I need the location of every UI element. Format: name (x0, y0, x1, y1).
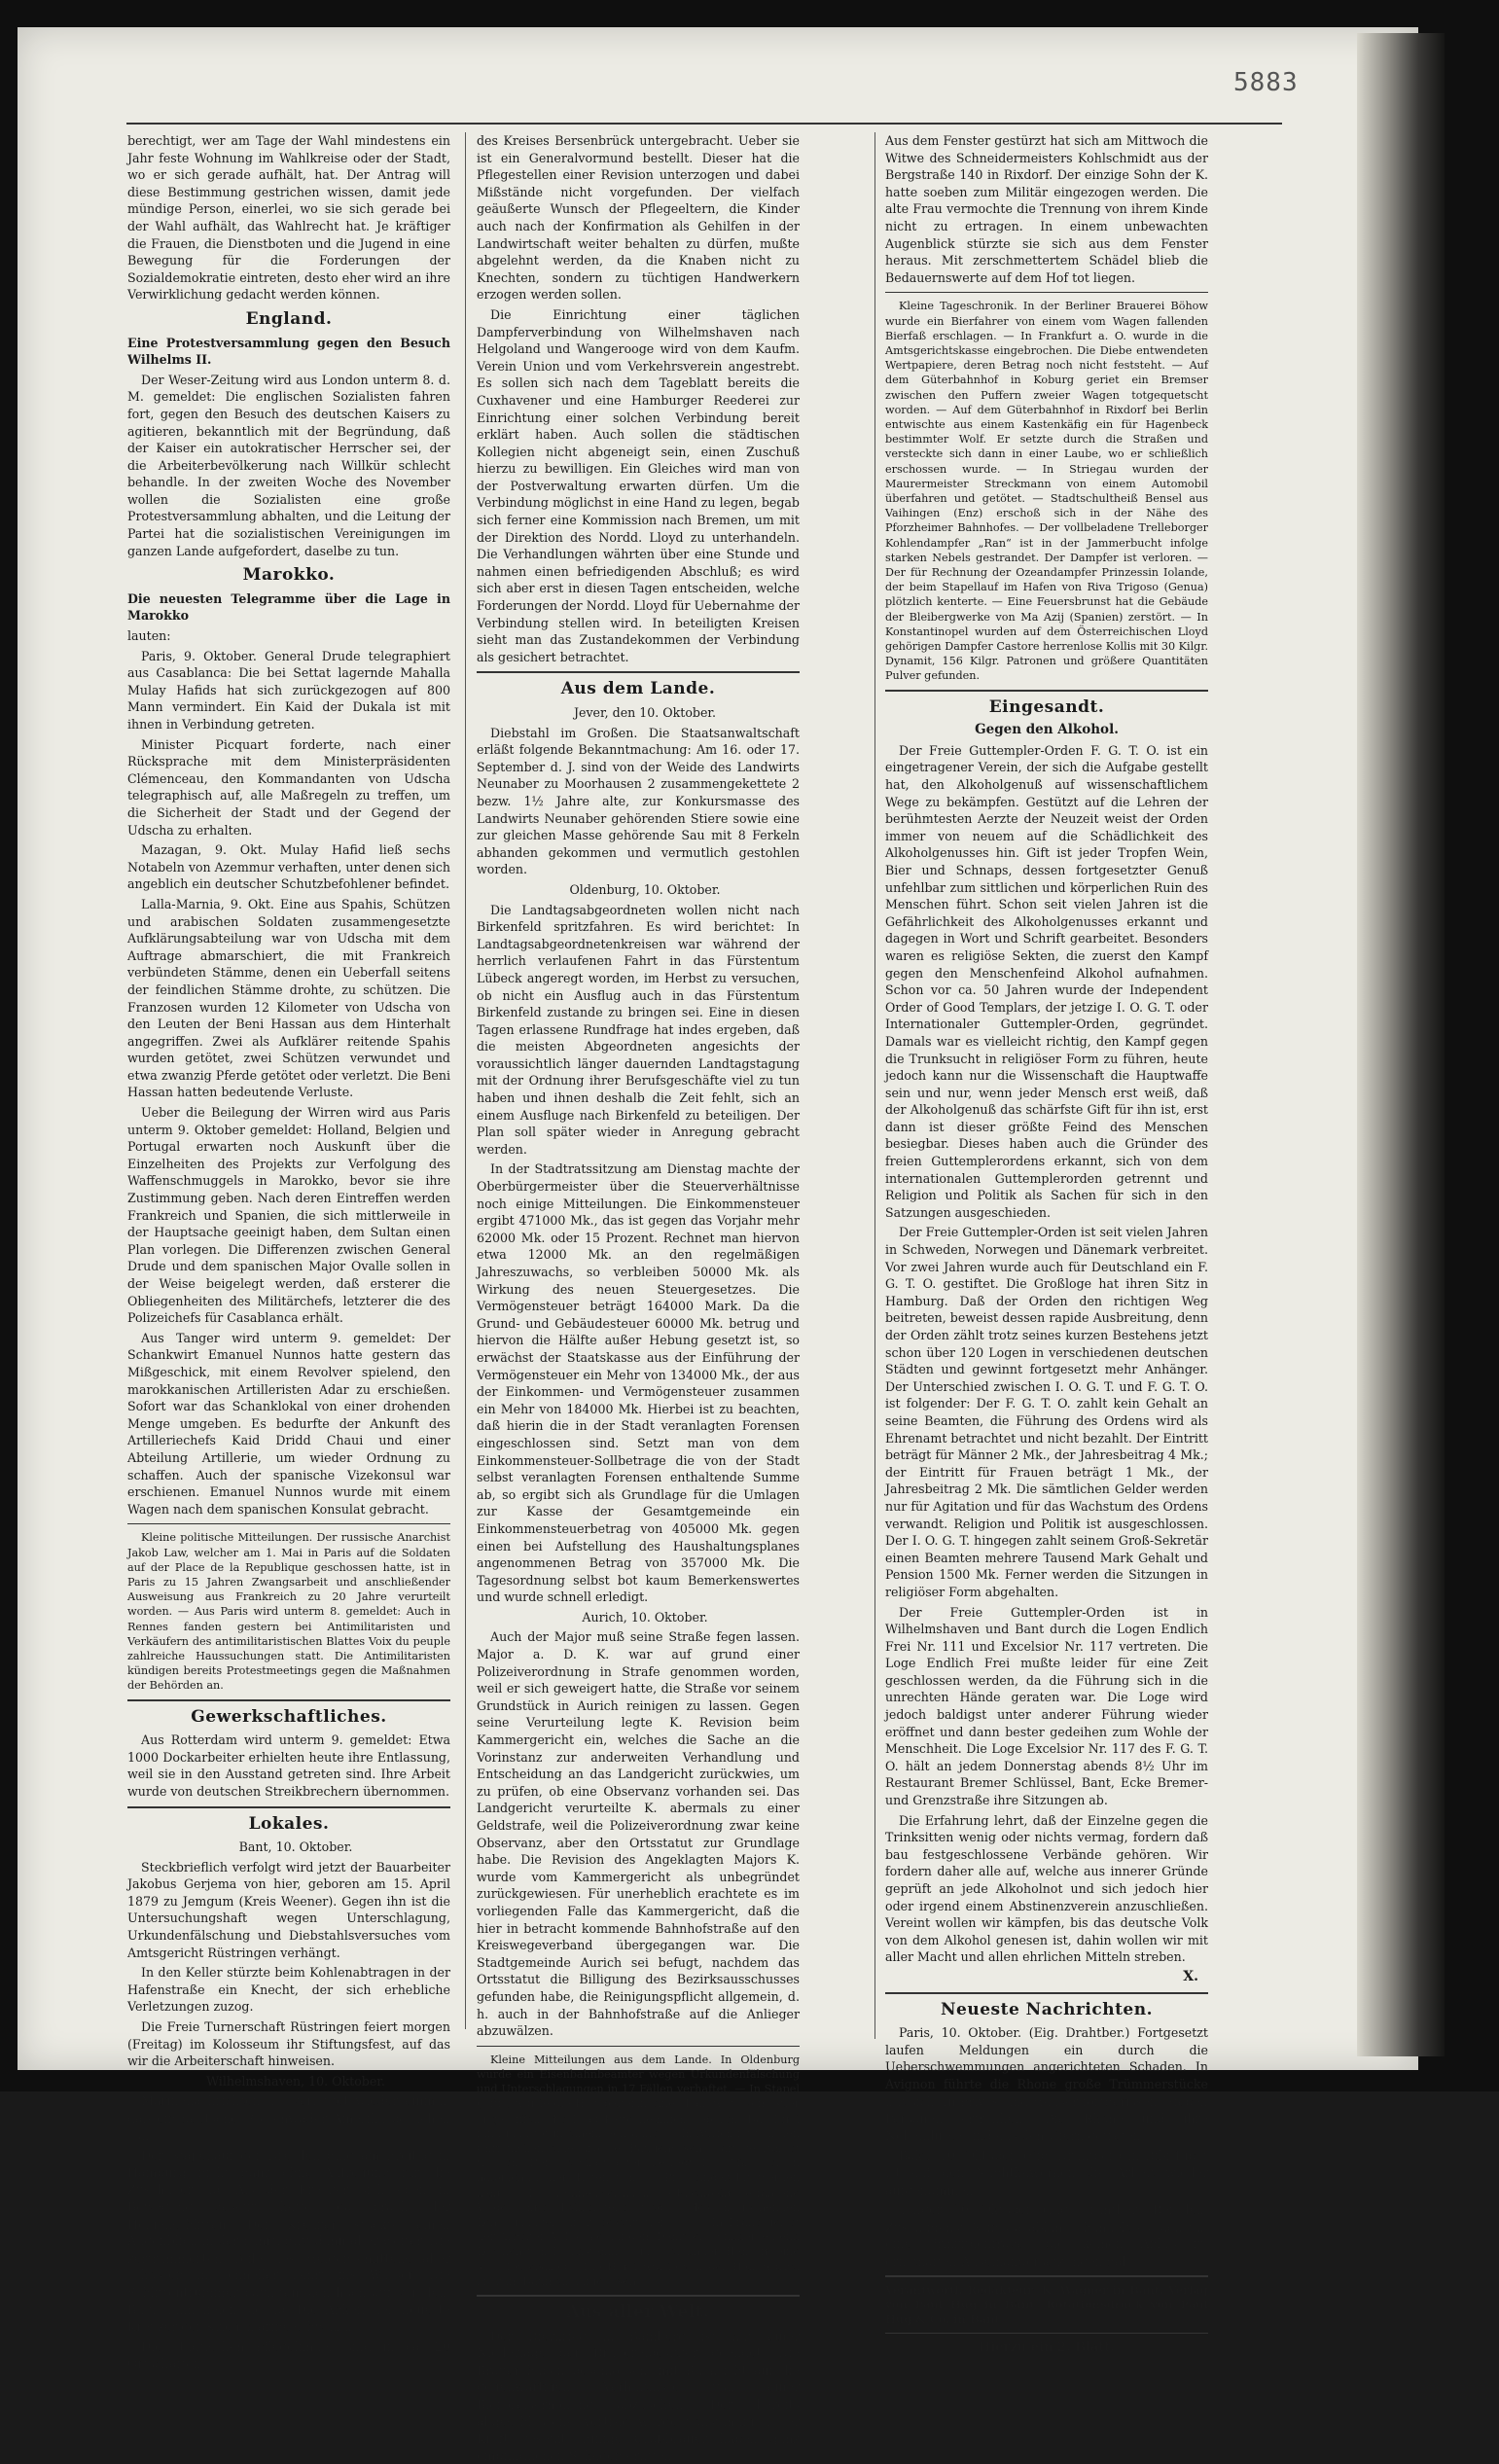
article-text: Tanger, 10. Oktober. (Eig. Drahtber.) Bei dem Zusammenstoß in Casablanca handelt es sich um eine Prinzipienfrage, die keinen Anlaß zu ernsthaften Auseinandersetzungen gab. (885, 2202, 1208, 2268)
column-divider-1 (465, 132, 466, 2029)
article-text: Die Landtagsabgeordneten wollen nicht nach Birkenfeld spritzfahren. Es wird berichtet: In Landtagsabgeordnetenkreisen war während der herrlich verlaufenen Fahrt in das Fürstentum Lübeck angeregt worden, im Herbst zu versuchen, ob nicht ein Ausflug auch in das Fürstentum Birkenfeld zustande zu bringen sei. Eine in diesen Tagen erlassene Rundfrage hat indes ergeben, daß die meisten Abgeordneten angesichts der voraussichtlich länger dauernden Landtagstagung mit der Ordnung ihrer Berufsgeschäfte viel zu tun haben und ihnen deshalb die Zeit fehlt, sich an einem Ausfluge nach Birkenfeld zu beteiligen. Der Plan soll später wieder in Anregung gebracht werden. (477, 902, 800, 1157)
article-text: Der Freie Guttempler-Orden ist seit vielen Jahren in Schweden, Norwegen und Dänemark verbreitet. Vor zwei Jahren wurde auch für Deutschland ein F. G. T. O. gestiftet. Die Großloge hat ihren Sitz in Hamburg. Daß der Orden den richtigen Weg beitreten, beweist dessen rapide Ausbreitung, denn der Orden zählt trotz seines kurzen Bestehens jetzt schon über 120 Logen in verschiedenen deutschen Städten und gewinnt fortgesetzt mehr Anhänger. Der Unterschied zwischen I. O. G. T. und F. G. T. O. ist folgender: Der F. G. T. O. zahlt kein Gehalt an seine Beamten, die Führung des Ordens wird als Ehrenamt betrachtet und nicht bezahlt. Der Eintritt beträgt für Männer 2 Mk., der Jahresbeitrag 4 Mk.; der Eintritt für Frauen beträgt 1 Mk., der Jahresbeitrag 2 Mk. Die sämtlichen Gelder werden nur für Agitation und für das Wachstum des Ordens verwandt. Religion und Politik ist ausgeschlossen. Der I. O. G. T. hingegen zahlt seinem Groß-Sekretär einen Beamten mehrere Tausend Mark Gehalt und Pension 1500 Mk. Ferner werden die Sitzungen in religiöser Form abgehalten. (885, 1225, 1208, 1599)
article-text: Der Stapellauf der Dresden ging am Freitag in Hamburg nicht ganz ohne Aufregung für die Zuschauer ab. Als der Kreuzer sich eben in Bewegung gesetzt hatte, da brach der Helgenschlitten. Der Kreuzer stockte einen Augenblick in der Fahrt, glitt dann aber weiter. Die zertrümmerten Teile des Helgenschlittens aber schossen in schneller Fahrt ins Wasser. Die Schlittentrümmer bäumten sich hoch auf vor dem Bug, dann fielen sie ab. Die Anker, der neueste Kreuzer der Kriegsmarine schwamm. (127, 2148, 450, 2335)
article-headline: Eine Protestversammlung gegen den Besuch Wilhelms II. (127, 335, 450, 368)
dateline: Aurich, 10. Oktober. (582, 1609, 708, 1625)
divider (885, 292, 1208, 293)
article-text: Aus Tanger wird unterm 9. gemeldet: Der Schankwirt Emanuel Nunnos hatte gestern das Mißgeschick, mit einem Revolver spielend, den marokkanischen Artilleristen Adar zu erschießen. Sofort war das Schanklokal von einer drohenden Menge umgeben. Es bedurfte der Ankunft des Artilleriechefs Kaid Dridd Chaui und einer Abteilung Artillerie, um wieder Ordnung zu schaffen. Auch der spanische Vizekonsul war erschienen. Emanuel Nunnos wurde mit einem Wagen nach dem spanischen Konsulat gebracht. (127, 1330, 450, 1517)
divider (127, 1699, 450, 1701)
article-text: Marinenachrichten. Es verlautet wieder einmal, daß ein deutsches Geschwader Amerika besuchen soll. (127, 2093, 450, 2143)
article-text: Minister Picquart forderte, nach einer Rücksprache mit dem Ministerpräsidenten Clémenceau, den Kommandanten von Udscha telegraphisch auf, alle Maßregeln zu treffen, um die Sicherheit der Stadt und der Gegend der Udscha zu erhalten. (127, 736, 450, 838)
book-binding-edge (1357, 33, 1445, 2056)
article-text: In der Stadtratssitzung am Dienstag machte der Oberbürgermeister über die Steuerverhältnisse noch einige Mitteilungen. Die Einkommensteuer ergibt 471000 Mk., das ist gegen das Vorjahr mehr 62000 Mk. oder 15 Prozent. Rechnet man hiervon etwa 12000 Mk. an den regelmäßigen Jahreszuwachs, so verbleiben 50000 Mk. als Wirkung des neuen Steuergesetzes. Die Vermögensteuer beträgt 164000 Mark. Da die Grund- und Gebäudesteuer 60000 Mk. betrug und hiervon die Hälfte außer Hebung gesetzt ist, so erwächst der Staatskasse aus der Einführung der Vermögensteuer ein Mehr von 134000 Mk., der aus der Einkommen- und Vermögensteuer zusammen ein Mehr von 184000 Mk. Hierbei ist zu beachten, daß hierin die in der Stadt veranlagten Forensen eingeschlossen sind. Setzt man von dem Einkommensteuer-Sollbetrage die von der Stadt selbst veranlagten Forensen enthaltende Summe ab, so ergibt sich als Grundlage für die Umlagen zur Kasse der Gesamtgemeinde ein Einkommensteuerbetrag von 405000 Mk. gegen einen bei Aufstellung des Haushaltungsplanes angenommenen Betrag von 357000 Mk. Die Tagesordnung selbst bot kaum Bemerkenswertes und wurde schnell erledigt. (477, 1161, 800, 1605)
article-text: des Kreises Bersenbrück untergebracht. Ueber sie ist ein Generalvormund bestellt. Dieser hat die Pflegestellen einer Revision unterzogen und dabei Mißstände nicht vorgefunden. Der vielfach geäußerte Wunsch der Pflegeeltern, die Kinder auch nach der Konfirmation als Gehilfen in der Landwirtschaft weiter behalten zu dürfen, mußte abgelehnt werden, da die Knaben nicht zu Knechten, sondern zu tüchtigen Handwerkern erzogen werden sollen. (477, 133, 800, 303)
section-heading-aus-dem-lande: Aus dem Lande. (560, 679, 716, 699)
dateline: Bant, 10. Oktober. (238, 1839, 353, 1855)
article-text: Die Erfahrung lehrt, daß der Einzelne gegen die Trinksitten wenig oder nichts vermag, fordern daß bau festgeschlossene Verbände gehören. Wir fordern daher alle auf, welche aus innerer Gründe geprüft an jede Alkoholnot und sich jedoch hier oder irgend einem Abstinenzverein anzuschließen. Vereint wollen wir kämpfen, bis das deutsche Volk von dem Alkohol genesen ist, dahin wollen wir mit aller Macht und allen ehrlichen Mitteln streben. (885, 1812, 1208, 1965)
article-text: Diebstahl im Großen. Die Staatsanwaltschaft erläßt folgende Bekanntmachung: Am 16. oder 17. September d. J. sind von der Weide des Landwirts Neunaber zu Moorhausen 2 zusammengekettete 2 bezw. 1½ Jahre alte, zur Konkursmasse des Landwirts Neunaber gehörenden Stiere sowie eine zur gleichen Masse gehörende Sau mit 8 Ferkeln abhanden gekommen und vermutlich gestohlen worden. (477, 725, 800, 877)
divider (477, 671, 800, 673)
supplement-note: Hierzu ein 2. Blatt. (979, 2340, 1115, 2356)
article-text: Der Weser-Zeitung wird aus London unterm 8. d. M. gemeldet: Die englischen Sozialisten fahren fort, gegen den Besuch des deutschen Kaisers zu agitieren, bekanntlich mit der Begründung, daß der Kaiser ein autokratischer Herrscher sei, der die Arbeiterbevölkerung nach Willkür schlecht behandle. In der zweiten Woche des November wollen die Sozialisten eine große Protestversammlung abhalten, und die Leitung der Partei hat die sozialistischen Vereinigungen im ganzen Lande aufgefordert, daselbe zu tun. (127, 372, 450, 558)
section-heading-aus-aller-welt: Aus aller Welt. (566, 2302, 710, 2322)
column-1 (127, 132, 450, 2372)
divider (885, 2333, 1208, 2334)
article-text: Paris, 10. Oktober. (Eig. Drahtber.) Fortgesetzt laufen Meldungen ein durch die Ueberschwemmungen angerichteten Schaden. In Avignon führte die Rhone große Trümmerstücke mit sich. In Privas sind Häuser fortgerissen. Sieben Personen ertranken. Die Rhone und ihre Nebenflüsse sind aus den Ufern getreten. (885, 2025, 1208, 2143)
section-heading-lokales: Lokales. (248, 1813, 330, 1834)
divider (127, 1523, 450, 1524)
column-3 (885, 132, 1208, 2356)
article-text: Steckbrieflich verfolgt wird jetzt der Bauarbeiter Jakobus Gerjema von hier, geboren am 15. April 1879 zu Jemgum (Kreis Weener). Gegen ihn ist die Untersuchungshaft wegen Unterschlagung, Urkundenfälschung und Diebstahlsversuches vom Amtsgericht Rüstringen verhängt. (127, 1859, 450, 1960)
section-heading-marokko: Marokko. (242, 565, 336, 586)
article-text: In den Keller stürzte beim Kohlenabtragen in der Hafenstraße ein Knecht, der sich erhebliche Verletzungen zuzog. (127, 1965, 450, 2015)
divider (477, 2295, 800, 2297)
article-text: Paris, 9. Oktober. General Drude telegraphiert aus Casablanca: Die bei Settat lagernde Mahalla Mulay Hafids hat sich zurückgezogen auf 800 Mann vermindert. Ein Kaid der Dukala ist mit ihnen in Verbindung getreten. (127, 648, 450, 732)
article-text: berechtigt, wer am Tage der Wahl mindestens ein Jahr feste Wohnung im Wahlkreise oder der Stadt, wo er sich gerade aufhält, hat. Der Antrag will diese Bestimmung gestrichen wissen, damit jede mündige Person, einerlei, wo sie sich gerade bei der Wahl aufhält, das Wahlrecht hat. Je kräftiger die Frauen, die Dienstboten und die Jugend in eine Bewegung für die Forderungen der Sozialdemokratie eintreten, desto eher wird an ihre Verwirklichung gedacht werden können. (127, 133, 450, 303)
divider (885, 1992, 1208, 1994)
imprint: Verantwortl. Redakteur: K. Wagner in Bant. Verlag von Paul Hug in Bant. Rotationsdruck von Paul Hug & Co. in Bant. (885, 2283, 1208, 2327)
article-headline: Die neuesten Telegramme über die Lage in Marokko (127, 590, 450, 624)
section-heading-england: England. (245, 308, 333, 329)
column-2 (477, 132, 800, 2463)
article-text: Die städtischen Pflegekinder sind in ca. 20 Ortschaften (127, 2339, 450, 2372)
section-heading-neueste-nachrichten: Neueste Nachrichten. (940, 1999, 1154, 2019)
article-text: Mazagan, 9. Okt. Mulay Hafid ließ sechs Notabeln von Azemmur verhaften, unter denen sich angeblich ein deutscher Schutzbefohlener befindet. (127, 842, 450, 892)
article-text: Aus dem Fenster gestürzt hat sich am Mittwoch die Witwe des Schneidermeisters Kohlschmidt aus der Bergstraße 140 in Rixdorf. Der einzige Sohn der K. hatte soeben zum Militär eingezogen werden. Die alte Frau vermochte die Trennung von ihrem Kinde nicht zu ertragen. In einem unbewachten Augenblick stürzte sie sich aus dem Fenster heraus. Mit zerschmettertem Schädel blieb die Bedauernswerte auf dem Hof tot liegen. (885, 133, 1208, 285)
divider (885, 2275, 1208, 2277)
article-headline: Gegen den Alkohol. (975, 722, 1119, 738)
article-text: Der Freie Guttempler-Orden F. G. T. O. ist ein eingetragener Verein, der sich die Aufgabe gestellt hat, den Alkoholgenuß auf wissenschaftlichem Wege zu bekämpfen. Gestützt auf die Lehren der berühmtesten Aerzte der Neuzeit weist der Orden immer von neuem auf die Schädlichkeit des Alkoholgenusses hin. Gift ist jeder Tropfen Wein, Bier und Schnaps, dessen fortgesetzter Genuß unfehlbar zum sittlichen und körperlichen Ruin des Menschen führt. Schon seit vielen Jahren ist die Gefährlichkeit des Alkoholgenusses erkannt und dagegen in Wort und Schrift gearbeitet. Besonders waren es religiöse Sekten, die zuerst den Kampf gegen den Menschenfeind Alkohol aufnahmen. Schon vor ca. 50 Jahren wurde der Independent Order of Good Templars, der jetzige I. O. G. T. oder Internationaler Guttempler-Orden, gegründet. Damals war es vielleicht richtig, den Kampf gegen die Trunksucht in religiöser Form zu führen, heute jedoch kann nur die Wissenschaft die Hauptwaffe sein und nur, wenn jeder Mensch erst weiß, daß der Alkoholgenuß das schärfste Gift für ihn ist, erst dann ist dieser größte Feind des Menschen besiegbar. Dieses haben auch die Gründer des freien Guttemplerordens erkannt, sich von dem internationalen Guttemplerorden getrennt und Religion und Politik als Sachen für sich in den Satzungen ausgeschieden. (885, 742, 1208, 1220)
article-text: lauten: (127, 628, 171, 644)
article-text: Lalla-Marnia, 9. Okt. Eine aus Spahis, Schützen und arabischen Soldaten zusammengesetzte Aufklärungsabteilung war von Udscha mit dem Auftrage abmarschiert, die mit Frankreich verbündeten Stämme, denen ein Ueberfall seitens der feindlichen Stämme drohte, zu schützen. Die Franzosen wurden 12 Kilometer von Udscha von den Leuten der Beni Hassan aus dem Hinterhalt angegriffen. Zwei als Aufklärer reitende Spahis wurden getötet, zwei Schützen verwundet und etwa zwanzig Pferde getötet oder verletzt. Die Beni Hassan hatten bedeutende Verluste. (127, 896, 450, 1100)
article-text: Die Freie Turnerschaft Rüstringen feiert morgen (Freitag) im Kolosseum ihr Stiftungsfest, auf das wir die Arbeiterschaft hinweisen. (127, 2019, 450, 2069)
article-text: Der Freie Guttempler-Orden ist in Wilhelmshaven und Bant durch die Logen Endlich Frei Nr. 111 und Excelsior Nr. 117 vertreten. Die Loge Endlich Frei mußte leider für eine Zeit geschlossen werden, da die Führung sich in die unrechten Hände geraten war. Die Loge wird jedoch baldigst unter anderer Führung wieder eröffnet und dann bester gedeihen zum Wohle der Menschheit. Die Loge Excelsior Nr. 117 des F. G. T. O. hält an jedem Donnerstag abends 8½ Uhr im Restaurant Bremer Schlüssel, Bant, Ecke Bremer- und Grenzstraße ihre Sitzungen ab. (885, 1604, 1208, 1808)
article-text: Baku, 10. Oktober. (Eig. Drahtber.) In Bibi Eibat ist auf den Naphthawerken die Arbeit wieder aufgenommen. (885, 2148, 1208, 2197)
article-text: Kleine Tageschronik. In der Berliner Brauerei Böhow wurde ein Bierfahrer von einem vom Wagen fallenden Bierfaß erschlagen. — In Frankfurt a. O. wurde in die Amtsgerichtskasse eingebrochen. Die Diebe entwendeten Wertpapiere, deren Betrag noch nicht feststeht. — Auf dem Güterbahnhof in Koburg geriet ein Bremser zwischen den Puffern zweier Wagen totgequetscht worden. — Auf dem Güterbahnhof in Rixdorf bei Berlin entwischte aus einem Kastenkäfig ein für Hagenbeck bestimmter Wolf. Er setzte durch die Straßen und versteckte sich dann in einer Laube, wo er schließlich erschossen wurde. — In Striegau wurden der Maurermeister Streckmann von einem Automobil überfahren und getötet. — Stadtschultheiß Bensel aus Vaihingen (Enz) erschoß sich in der Nähe des Pforzheimer Bahnhofes. — Der vollbeladene Trelleborger Kohlendampfer „Ran“ ist in der Jammerbucht infolge starken Nebels gestrandet. Der Dampfer ist verloren. — Der für Rechnung der Ozeandampfer Prinzessin Iolande, der beim Stapellauf im Hafen von Riva Trigoso (Genua) plötzlich kenterte. — Eine Feuersbrunst hat die Gebäude der Bleibergwerke von Ma Azij (Spanien) zerstört. — In Konstantinopel wurden auf dem Österreichischen Lloyd gehörigen Dampfer Castore herrenlose Kollis mit 30 Kilgr. Dynamit, 156 Kilgr. Patronen und größere Quantitäten Pulver gefunden. (885, 300, 1208, 683)
top-rule (126, 123, 1282, 125)
article-text: Kleine Mitteilungen aus dem Lande. In Oldenburg wurde ein Eisenbahnbeamter wegen Urkundenfälschung und Unterschlagungen in 17 Fällen verhaftet. — In Stapel (Oftr.) wurde die Hausbälterin eines Landwirts vom Stier angegriffen, die Frau hatte heimlich geboren. Das Kind fand man tot in einem Schranke. — In Aurich ist von den Christlichen eine Arbeiter-Baugenossenschaft gegründet worden. Der Geschäftsanteil beträgt 100 Mk., der in halbmonatlichen Raten von 50 Pfg. eingezahlt werden kann. — In Carolinensiel kann die Eisenbahn verfahrene Wege ohne Lehrerstelle wegen des herrschenden Lehrermangels nicht besetzt werden. — In Brake geriet der Arbeiter A. Loerke auf dem Dampfer Commerce beim Löschen von Baumstämmen mit der linken Hand in eine sog. Teufelsklaue. Die Hand wurde von der Handwurzel bis zum Daumen aufgerissen. (477, 2053, 800, 2288)
article-text: Aus Rotterdam wird unterm 9. gemeldet: Etwa 1000 Dockarbeiter erhielten heute ihre Entlassung, weil sie in den Ausstand getreten sind. Ihre Arbeit wurde von deutschen Streikbrechern übernommen. (127, 1732, 450, 1799)
divider (127, 1806, 450, 1808)
column-divider-2 (874, 132, 875, 2039)
section-heading-eingesandt: Eingesandt. (988, 696, 1105, 717)
dateline: Oldenburg, 10. Oktober. (569, 881, 721, 897)
article-text: Kleine politische Mitteilungen. Der russische Anarchist Jakob Law, welcher am 1. Mai in Paris auf die Soldaten auf der Place de la Republique geschossen hatte, ist in Paris zu 15 Jahren Zwangsarbeit und anschließender Ausweisung aus Frankreich zu 20 Jahre verurteilt worden. — Aus Paris wird unterm 8. gemeldet: Auch in Rennes fanden gestern bei Antimilitaristen und Verkäufern des antimilitaristischen Blattes Voix du peuple zahlreiche Haussuchungen statt. Die Antimilitaristen kündigen bereits Protestmeetings gegen die Maßnahmen der Behörden an. (127, 1531, 450, 1693)
divider (477, 2046, 800, 2047)
section-heading-gewerkschaftliches: Gewerkschaftliches. (191, 1706, 387, 1727)
signature: X. (1183, 1968, 1198, 1984)
dateline: Jever, den 10. Oktober. (573, 705, 717, 720)
article-text: Der Bierkrieg in Bamberg ist mit einer Niederlage der Brauereibesitzer geendet. Die Brauer haben beschlossen, mit Rücksicht auf die gegenwärtigen Verhältnisse von einer Bierpreiserhöhung abzusehen. Der bereits abgeschlossene Vertrag wurde vollständig außer Kraft gesetzt. Einige Großbrauer haben ganz empfindlichen Schaden erlitten. (477, 2328, 800, 2463)
dateline: Wilhelmshaven, 10. Oktober. (206, 2073, 385, 2089)
article-text: Ueber die Beilegung der Wirren wird aus Paris unterm 9. Oktober gemeldet: Holland, Belgien und Portugal erwarten noch Auskunft über die Einzelheiten des Projekts zur Verfolgung des Waffenschmuggels in Marokko, bevor sie ihre Zustimmung geben. Nach deren Eintreffen werden Frankreich und Spanien, die sich mittlerweile in der Hauptsache geeinigt haben, dem Sultan einen Plan vorlegen. Die Differenzen zwischen General Drude und dem spanischen Major Ovalle sollen in der Weise beigelegt werden, daß ersterer die Obliegenheiten des Militärchefs, letzterer die des Polizeichefs für Casablanca erhält. (127, 1105, 450, 1326)
page-number: 5883 (1233, 68, 1299, 97)
article-text: Die Einrichtung einer täglichen Dampferverbindung von Wilhelmshaven nach Helgoland und Wangerooge wird von dem Kaufm. Verein Union und vom Verkehrsverein angestrebt. Es sollen sich nach dem Tageblatt bereits die Cuxhavener und eine Hamburger Reederei zur Einrichtung einer solchen Verbindung bereit erklärt haben. Auch sollen die städtischen Kollegien nicht abgeneigt sein, einen Zuschuß hierzu zu bewilligen. Ein Gleiches wird man von der Postverwaltung erwarten dürfen. Um die Verbindung möglichst in eine Hand zu legen, begab sich ferner eine Kommission nach Bremen, um mit der Direktion des Nordd. Lloyd zu unterhandeln. Die Verhandlungen währten über eine Stunde und nahmen einen befriedigenden Abschluß; es wird sich aber erst in diesen Tagen entscheiden, welche Forderungen der Nordd. Lloyd für Uebernahme der Verbindung stellen wird. In beteiligten Kreisen sieht man das Zustandekommen der Verbindung als gesichert betrachtet. (477, 306, 800, 664)
divider (885, 690, 1208, 692)
article-text: Auch der Major muß seine Straße fegen lassen. Major a. D. K. war auf grund einer Polizeiverordnung in Strafe genommen worden, weil er sich geweigert hatte, die Straße vor seinem Grundstück in Aurich reinigen zu lassen. Gegen seine Verurteilung legte K. Revision beim Kammergericht ein, welches die Sache an die Vorinstanz zur anderweiten Verhandlung und Entscheidung an das Landgericht zurückwies, um zu prüfen, ob eine Observanz vorhanden sei. Das Landgericht verurteilte K. abermals zu einer Geldstrafe, weil die Polizeiverordnung zwar keine Observanz, aber den Ortsstatut zur Grundlage habe. Die Revision des Angeklagten Majors K. wurde vom Kammergericht als unbegründet zurückgewiesen. Für unerheblich erachtete es im vorliegenden Falle das Kammergericht, daß die hier in betracht kommende Bahnhofstraße auf den Kreiswegeverband übergegangen war. Die Stadtgemeinde Aurich sei befugt, nachdem das Ortsstatut die Billigung des Bezirksausschusses gefunden habe, die Reinigungspflicht allgemein, d. h. auch in der Bahnhofstraße auf die Anlieger abzuwälzen. (477, 1629, 800, 2039)
